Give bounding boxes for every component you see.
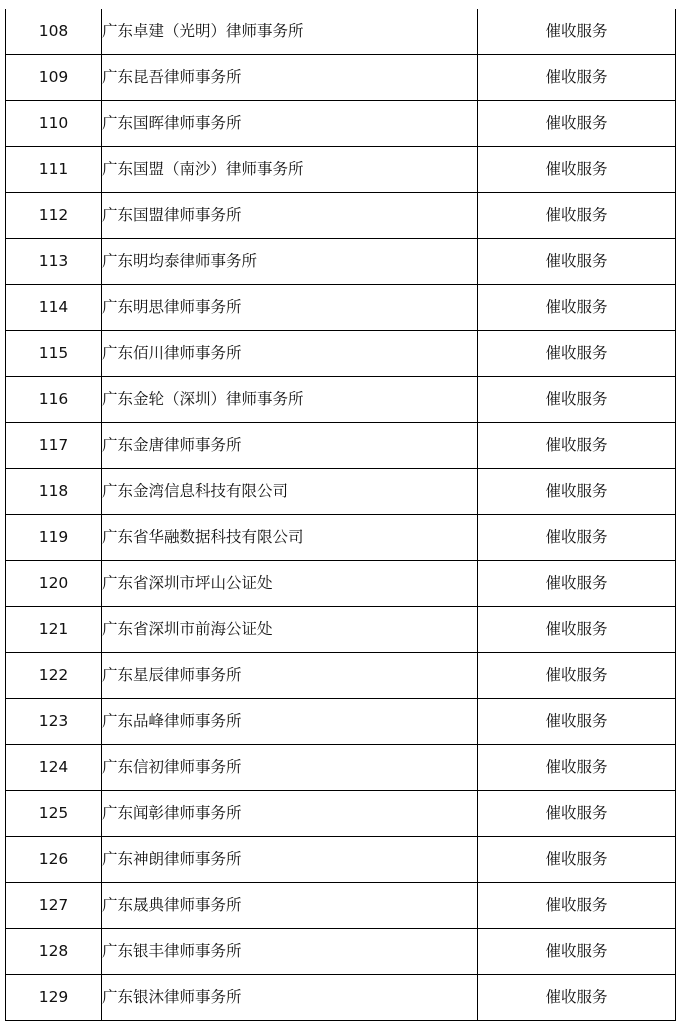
- row-number-cell: 125: [6, 791, 102, 837]
- row-number-cell: 121: [6, 607, 102, 653]
- organization-name-cell: 广东省深圳市坪山公证处: [102, 561, 478, 607]
- row-number-cell: 119: [6, 515, 102, 561]
- row-number-cell: 123: [6, 699, 102, 745]
- table-row: [6, 423, 676, 469]
- organization-name-cell: 广东国盟律师事务所: [102, 193, 478, 239]
- service-type-cell: 催收服务: [478, 55, 676, 101]
- table-row: [6, 883, 676, 929]
- service-type-cell: 催收服务: [478, 9, 676, 55]
- organization-name-cell: 广东闻彰律师事务所: [102, 791, 478, 837]
- row-number-cell: 115: [6, 331, 102, 377]
- organization-name-cell: 广东神朗律师事务所: [102, 837, 478, 883]
- service-type-cell: 催收服务: [478, 285, 676, 331]
- organization-name-cell: 广东省华融数据科技有限公司: [102, 515, 478, 561]
- service-type-cell: 催收服务: [478, 331, 676, 377]
- organization-name-cell: 广东信初律师事务所: [102, 745, 478, 791]
- service-type-cell: 催收服务: [478, 377, 676, 423]
- organization-name-cell: 广东金湾信息科技有限公司: [102, 469, 478, 515]
- table-row: [6, 147, 676, 193]
- row-number-cell: 108: [6, 9, 102, 55]
- organization-name-cell: 广东明思律师事务所: [102, 285, 478, 331]
- row-number-cell: 128: [6, 929, 102, 975]
- service-type-cell: 催收服务: [478, 699, 676, 745]
- document-page: [5, 9, 675, 1021]
- row-number-cell: 127: [6, 883, 102, 929]
- service-type-cell: 催收服务: [478, 101, 676, 147]
- table-row: [6, 9, 676, 55]
- service-type-cell: 催收服务: [478, 607, 676, 653]
- row-number-cell: 113: [6, 239, 102, 285]
- row-number-cell: 120: [6, 561, 102, 607]
- table-row: [6, 699, 676, 745]
- table-row: [6, 607, 676, 653]
- organization-name-cell: 广东昆吾律师事务所: [102, 55, 478, 101]
- service-type-cell: 催收服务: [478, 791, 676, 837]
- service-type-cell: 催收服务: [478, 975, 676, 1021]
- table-row: [6, 837, 676, 883]
- organization-name-cell: 广东银丰律师事务所: [102, 929, 478, 975]
- table-row: [6, 193, 676, 239]
- service-type-cell: 催收服务: [478, 239, 676, 285]
- organization-name-cell: 广东卓建（光明）律师事务所: [102, 9, 478, 55]
- organization-name-cell: 广东佰川律师事务所: [102, 331, 478, 377]
- row-number-cell: 112: [6, 193, 102, 239]
- service-type-cell: 催收服务: [478, 883, 676, 929]
- row-number-cell: 122: [6, 653, 102, 699]
- service-type-cell: 催收服务: [478, 423, 676, 469]
- table-row: [6, 561, 676, 607]
- roster-table-body: [6, 9, 676, 1021]
- table-row: [6, 975, 676, 1021]
- organization-name-cell: 广东银沐律师事务所: [102, 975, 478, 1021]
- row-number-cell: 110: [6, 101, 102, 147]
- organization-name-cell: 广东国晖律师事务所: [102, 101, 478, 147]
- table-row: [6, 377, 676, 423]
- organization-name-cell: 广东品峰律师事务所: [102, 699, 478, 745]
- table-row: [6, 745, 676, 791]
- organization-name-cell: 广东星辰律师事务所: [102, 653, 478, 699]
- service-type-cell: 催收服务: [478, 745, 676, 791]
- service-type-cell: 催收服务: [478, 147, 676, 193]
- row-number-cell: 116: [6, 377, 102, 423]
- table-row: [6, 515, 676, 561]
- organization-name-cell: 广东金轮（深圳）律师事务所: [102, 377, 478, 423]
- service-type-cell: 催收服务: [478, 561, 676, 607]
- table-row: [6, 653, 676, 699]
- row-number-cell: 114: [6, 285, 102, 331]
- row-number-cell: 124: [6, 745, 102, 791]
- organization-name-cell: 广东省深圳市前海公证处: [102, 607, 478, 653]
- row-number-cell: 117: [6, 423, 102, 469]
- organization-name-cell: 广东明均泰律师事务所: [102, 239, 478, 285]
- service-type-cell: 催收服务: [478, 929, 676, 975]
- table-row: [6, 101, 676, 147]
- row-number-cell: 118: [6, 469, 102, 515]
- organization-name-cell: 广东国盟（南沙）律师事务所: [102, 147, 478, 193]
- table-row: [6, 929, 676, 975]
- row-number-cell: 109: [6, 55, 102, 101]
- service-type-cell: 催收服务: [478, 653, 676, 699]
- row-number-cell: 111: [6, 147, 102, 193]
- service-type-cell: 催收服务: [478, 469, 676, 515]
- organization-name-cell: 广东晟典律师事务所: [102, 883, 478, 929]
- roster-table: [5, 9, 676, 1021]
- row-number-cell: 126: [6, 837, 102, 883]
- table-row: [6, 55, 676, 101]
- row-number-cell: 129: [6, 975, 102, 1021]
- table-row: [6, 285, 676, 331]
- service-type-cell: 催收服务: [478, 837, 676, 883]
- service-type-cell: 催收服务: [478, 193, 676, 239]
- table-row: [6, 791, 676, 837]
- service-type-cell: 催收服务: [478, 515, 676, 561]
- organization-name-cell: 广东金唐律师事务所: [102, 423, 478, 469]
- table-row: [6, 239, 676, 285]
- table-row: [6, 331, 676, 377]
- table-row: [6, 469, 676, 515]
